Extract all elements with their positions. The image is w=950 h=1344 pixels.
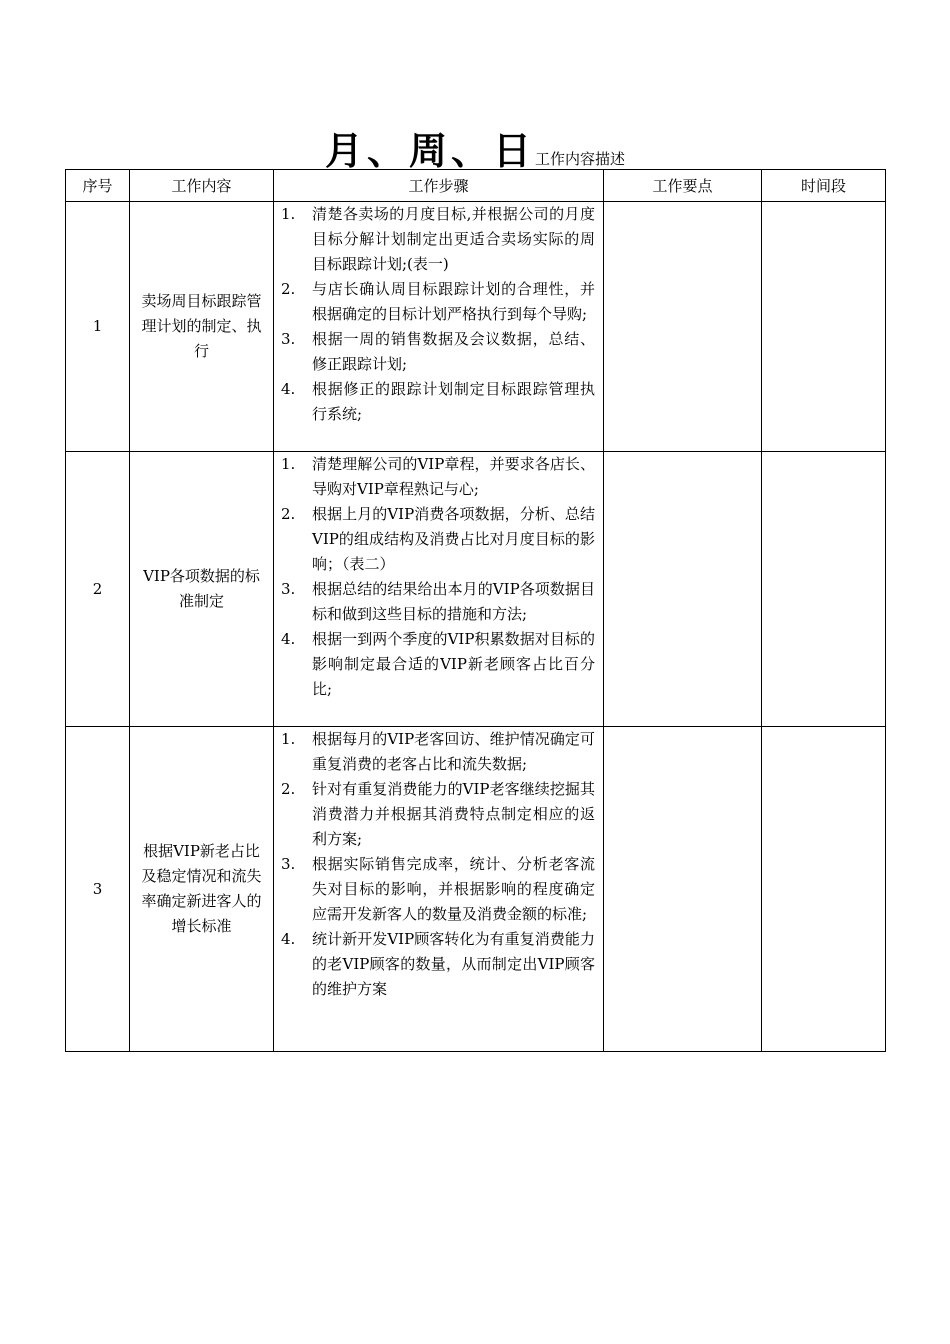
title-main: 月、周、日 <box>324 129 535 173</box>
step-item <box>274 452 603 502</box>
step-number: 3. <box>281 330 296 348</box>
row-number: 3 <box>66 727 130 1052</box>
step-number: 2. <box>281 505 296 523</box>
step-item <box>274 277 603 327</box>
document-title <box>0 120 950 175</box>
step-number: 4. <box>281 930 296 948</box>
step-item <box>274 627 603 702</box>
header-time-period: 时间段 <box>762 170 886 202</box>
step-text: 清楚理解公司的VIP章程，并要求各店长、导购对VIP章程熟记与心; <box>312 455 595 498</box>
step-item <box>274 377 603 427</box>
work-table <box>65 169 886 1052</box>
row-number: 1 <box>66 202 130 452</box>
step-number: 3. <box>281 580 296 598</box>
table-row <box>66 727 886 1052</box>
work-content-cell <box>130 202 274 452</box>
step-text: 根据每月的VIP老客回访、维护情况确定可重复消费的老客占比和流失数据; <box>312 730 595 773</box>
step-item <box>274 777 603 852</box>
step-text: 针对有重复消费能力的VIP老客继续挖掘其消费潜力并根据其消费特点制定相应的返利方案; <box>312 780 595 848</box>
step-text: 根据总结的结果给出本月的VIP各项数据目标和做到这些目标的措施和方法; <box>312 580 595 623</box>
step-number: 4. <box>281 380 296 398</box>
key-points-cell <box>604 727 762 1052</box>
row-number: 2 <box>66 452 130 727</box>
work-steps-cell <box>274 452 604 727</box>
header-key-points: 工作要点 <box>604 170 762 202</box>
step-text: 根据修正的跟踪计划制定目标跟踪管理执行系统; <box>312 380 595 423</box>
time-period-cell <box>762 452 886 727</box>
step-item <box>274 852 603 927</box>
step-text: 与店长确认周目标跟踪计划的合理性，并根据确定的目标计划严格执行到每个导购; <box>312 280 595 323</box>
table-header-row <box>66 170 886 202</box>
work-steps-cell <box>274 202 604 452</box>
steps-list <box>274 202 603 427</box>
work-steps-cell <box>274 727 604 1052</box>
work-content-cell <box>130 452 274 727</box>
work-content: 根据VIP新老占比及稳定情况和流失率确定新进客人的增长标准 <box>141 842 262 935</box>
step-text: 统计新开发VIP顾客转化为有重复消费能力的老VIP顾客的数量，从而制定出VIP顾客的维护方案 <box>312 930 595 998</box>
step-text: 根据一周的销售数据及会议数据，总结、修正跟踪计划; <box>312 330 595 373</box>
step-text: 清楚各卖场的月度目标,并根据公司的月度目标分解计划制定出更适合卖场实际的周目标跟踪计划;(表一) <box>312 205 595 273</box>
work-content-cell <box>130 727 274 1052</box>
step-text: 根据一到两个季度的VIP积累数据对目标的影响制定最合适的VIP新老顾客占比百分比; <box>312 630 595 698</box>
step-text: 根据实际销售完成率，统计、分析老客流失对目标的影响，并根据影响的程度确定应需开发新客人的数量及消费金额的标准; <box>312 855 595 923</box>
steps-list <box>274 452 603 702</box>
step-number: 1. <box>281 205 296 223</box>
step-number: 2. <box>281 280 296 298</box>
step-number: 1. <box>281 455 296 473</box>
time-period-cell <box>762 202 886 452</box>
work-content: 卖场周目标跟踪管理计划的制定、执行 <box>141 292 262 360</box>
header-number: 序号 <box>66 170 130 202</box>
step-item <box>274 927 603 1002</box>
step-item <box>274 502 603 577</box>
step-item <box>274 727 603 777</box>
header-content: 工作内容 <box>130 170 274 202</box>
step-item <box>274 327 603 377</box>
steps-list <box>274 727 603 1002</box>
work-content: VIP各项数据的标准制定 <box>143 567 260 610</box>
table-row <box>66 202 886 452</box>
key-points-cell <box>604 452 762 727</box>
step-item <box>274 202 603 277</box>
step-number: 3. <box>281 855 296 873</box>
step-number: 2. <box>281 780 296 798</box>
table-row <box>66 452 886 727</box>
time-period-cell <box>762 727 886 1052</box>
key-points-cell <box>604 202 762 452</box>
step-number: 1. <box>281 730 296 748</box>
step-text: 根据上月的VIP消费各项数据，分析、总结VIP的组成结构及消费占比对月度目标的影响；（表二） <box>312 505 595 573</box>
step-item <box>274 577 603 627</box>
title-sub: 工作内容描述 <box>535 150 626 168</box>
header-steps: 工作步骤 <box>274 170 604 202</box>
step-number: 4. <box>281 630 296 648</box>
